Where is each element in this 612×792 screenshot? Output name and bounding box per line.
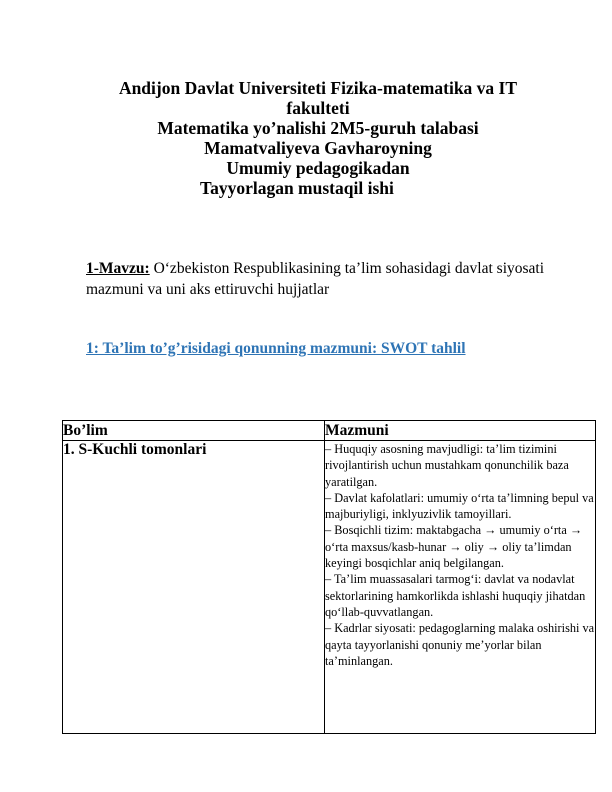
topic-label: 1-Mavzu: bbox=[86, 260, 150, 277]
table-header-row bbox=[63, 421, 596, 441]
topic-text: O‘zbekiston Respublikasining ta’lim sohasidagi davlat siyosati mazmuni va uni aks ettiruvchi hujjatlar bbox=[86, 260, 545, 298]
topic-paragraph bbox=[86, 258, 566, 300]
row-content-strengths bbox=[325, 441, 596, 734]
header-line-university: Andijon Davlat Universiteti Fizika-matematika va IT bbox=[118, 78, 518, 98]
header-line-student: Mamatvaliyeva Gavharoyning bbox=[204, 138, 432, 158]
strength-item: – Ta’lim muassasalari tarmog‘i: davlat va nodavlat sektorlarining hamkorlikda ishlashi huquqiy jihatdan qo‘llab-quvvatlangan. bbox=[325, 572, 586, 619]
column-header-content: Mazmuni bbox=[325, 421, 596, 441]
header-line-work-type: Tayyorlagan mustaqil ishi bbox=[200, 178, 394, 198]
strength-item: – Huquqiy asosning mavjudligi: ta’lim tizimini rivojlantirish uchun mustahkam qonunchilik baza yaratilgan. bbox=[325, 442, 569, 489]
strength-item: – Bosqichli tizim: maktabgacha → umumiy o‘rta → o‘rta maxsus/kasb-hunar → oliy → oliy ta’limdan keyingi bosqichlar aniq belgilangan. bbox=[325, 523, 583, 571]
column-header-section: Bo’lim bbox=[63, 421, 325, 441]
header-line-subject: Umumiy pedagogikadan bbox=[226, 158, 410, 178]
table-row bbox=[63, 441, 596, 734]
section-heading-link[interactable]: 1: Ta’lim to’g’risidagi qonunning mazmuni: SWOT tahlil bbox=[86, 340, 466, 357]
header-line-faculty: fakulteti bbox=[286, 98, 350, 118]
strength-item: – Kadrlar siyosati: pedagoglarning malaka oshirishi va qayta tayyorlanishi qonuniy me’yorlar bilan ta’minlangan. bbox=[325, 621, 595, 668]
strength-item: – Davlat kafolatlari: umumiy o‘rta ta’limning bepul va majburiyligi, inklyuzivlik tamoyillari. bbox=[325, 490, 594, 522]
row-category-strengths: 1. S-Kuchli tomonlari bbox=[63, 441, 325, 734]
document-header bbox=[88, 78, 548, 198]
header-line-group: Matematika yo’nalishi 2M5-guruh talabasi bbox=[157, 118, 479, 138]
swot-table bbox=[62, 420, 596, 734]
